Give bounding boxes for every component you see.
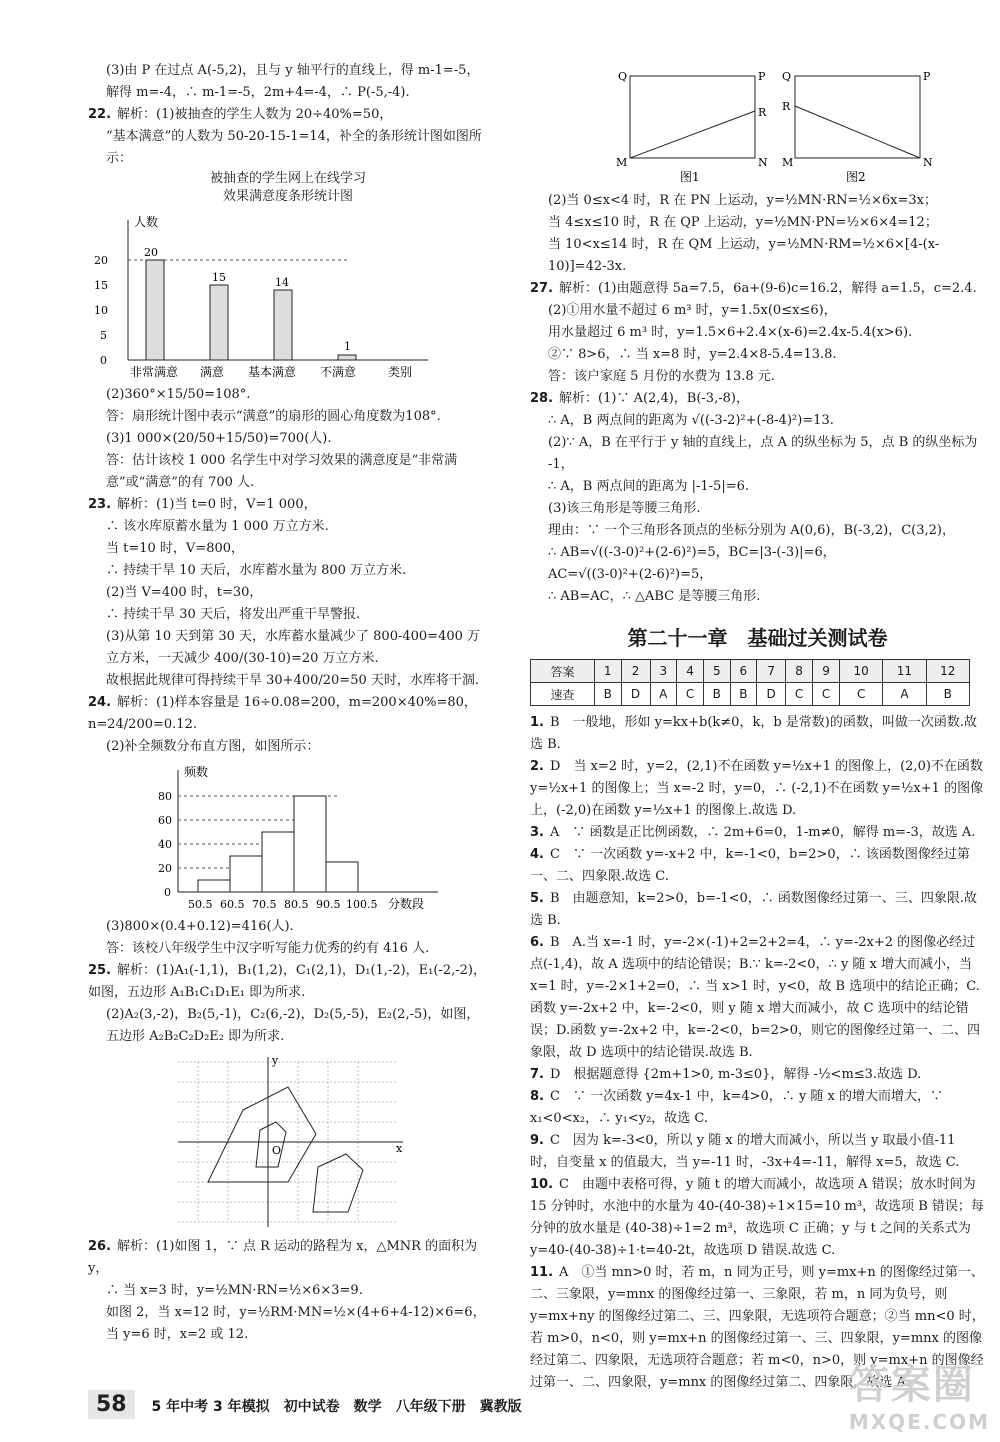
line-text: A ∵ 函数是正比例函数，∴ 2m+6=0，1-m≠0，解得 m=-3，故选 A. <box>549 825 976 840</box>
svg-text:Q: Q <box>618 70 628 83</box>
line-text: B A.当 x=-1 时，y=-2×(-1)+2=2+2=4，∴ y=-2x+2 的图像必经过点(-1,4)，故 A 选项中的结论错误；B.∵ k=-2<0，∴ y 随 x 增大而减小，当 x=1 时，y=-2×1+2=0，∴ 当 x>1 时，y<0，故 B 选项中的结论正确；C.函数 y=-2x+2 中，k=-2<0，则 y 随 x 增大而减小，故 C 选项中的结论错误；D.函数 y=-2x+2 中，k=-2<0，b=2>0，则它的图像经过第一、二、四象限，故 D 选项中的结论错误.故选 B. <box>530 935 980 1060</box>
hist-bar <box>326 862 358 892</box>
text-line <box>88 428 488 450</box>
answer-table <box>530 659 970 706</box>
pentagon-a2b2c2d2e2 <box>313 1154 363 1212</box>
line-text: (3)从第 10 天到第 30 天，水库蓄水量减少了 800-400=400 万立方米，一天减少 400/(30-10)=20 万立方米. <box>106 629 481 666</box>
text-line <box>530 586 985 608</box>
question-number: 25. <box>88 963 112 978</box>
svg-text:x: x <box>396 1142 403 1155</box>
left-text-block-4 <box>88 1236 488 1346</box>
bar-basic-satisfied <box>274 290 292 360</box>
line-text: “基本满意”的人数为 50-20-15-1=14，补全的条形统计图如图所示： <box>106 129 482 166</box>
pentagon-abcde <box>208 1087 316 1182</box>
text-line <box>88 692 488 736</box>
answer-cell: 8 <box>786 660 813 683</box>
svg-text:20: 20 <box>158 862 172 875</box>
line-text: C 由题中表格可得，y 随 t 的增大而减小，故选项 A 错误；放水时间为 15 分钟时，水池中的水量为 40-(40-38)÷1×15=10 m³，故选项 B 错误；每分钟的放水量是 (40-38)÷1=2 m³，故选项 C 正确；y 与 t 之间的关系式为 y=40-(40-38)÷1·t=40-2t，故选项 D 错误.故选 C. <box>530 1177 984 1258</box>
line-text: 答：该校八年级学生中汉字听写能力优秀的约有 416 人. <box>106 941 430 956</box>
bar-category: 满意 <box>200 365 225 379</box>
svg-text:100.5: 100.5 <box>346 898 378 911</box>
left-text-block-1 <box>88 60 488 170</box>
line-text: (3)1 000×(20/50+15/50)=700(人). <box>106 431 332 446</box>
svg-text:M: M <box>616 156 628 169</box>
text-line <box>530 888 985 932</box>
answer-cell: 7 <box>757 660 786 683</box>
figure2-label: 图2 <box>846 170 866 184</box>
line-text: (2)360°×15/50=108°. <box>106 387 251 402</box>
text-line <box>88 736 488 758</box>
text-line <box>88 82 488 104</box>
line-text: 解析：(1)∵ A(2,4)，B(-3,-8)， <box>559 391 749 406</box>
line-text: 当 t=10 时，V=800， <box>106 541 245 556</box>
svg-text:O: O <box>272 1144 282 1157</box>
bar-label: 14 <box>275 276 289 289</box>
line-text: 当 4≤x≤10 时，R 在 QP 上运动，y=½MN·PN=½×6×4=12； <box>548 215 938 230</box>
text-line <box>88 582 488 604</box>
line-text: (2)当 V=400 时，t=30， <box>106 585 263 600</box>
bar-chart-title-1: 被抽查的学生网上在线学习 <box>209 171 366 186</box>
answer-cell: C <box>813 683 840 706</box>
question-number: 6. <box>530 935 544 950</box>
line-text: 解析：(1)被抽查的学生人数为 20÷40%=50， <box>117 107 393 122</box>
text-line <box>88 406 488 428</box>
line-text: C ∵ 一次函数 y=-x+2 中，k=-1<0，b=2>0，∴ 该函数图像经过第一、二、四象限.故选 C. <box>530 847 970 884</box>
text-line <box>530 520 985 542</box>
answer-cell: C <box>840 683 883 706</box>
question-number: 2. <box>530 759 544 774</box>
svg-text:P: P <box>923 70 931 83</box>
text-line <box>530 432 985 476</box>
text-line <box>88 1324 488 1346</box>
answer-cell: B <box>730 683 757 706</box>
bar-y-label: 人数 <box>134 215 159 229</box>
text-line <box>530 278 985 300</box>
svg-text:Q: Q <box>782 70 792 83</box>
text-line <box>88 560 488 582</box>
line-text: C 因为 k=-3<0，所以 y 随 x 的增大而减小，所以当 y 取最小值-11 时，自变量 x 的值最大，当 y=-11 时，-3x+4=-11，解得 x=5，故选 C. <box>530 1133 960 1170</box>
svg-text:R: R <box>758 106 767 119</box>
text-line <box>88 384 488 406</box>
line-text: ∴ AB=√((-3-0)²+(2-6)²)=5，BC=|3-(-3)|=6， <box>548 545 836 560</box>
text-line <box>88 960 488 1004</box>
line-text: 理由：∵ 一个三角形各顶点的坐标分别为 A(0,6)，B(-3,2)，C(3,2)， <box>548 523 955 538</box>
text-line <box>88 126 488 170</box>
line-text: 解析：(1)样本容量是 16÷0.08=200，m=200×40%=80，n=24/200=0.12. <box>88 695 477 732</box>
answer-cell: 答案 <box>531 660 595 683</box>
text-line <box>88 916 488 938</box>
line-text: ∴ 持续干旱 30 天后，将发出严重干旱警报. <box>106 607 361 622</box>
question-number: 7. <box>530 1067 544 1082</box>
svg-text:R: R <box>782 100 791 113</box>
text-line <box>88 670 488 692</box>
svg-text:P: P <box>758 70 766 83</box>
answer-cell: 5 <box>704 660 731 683</box>
question-number: 22. <box>88 107 112 122</box>
text-line <box>88 104 488 126</box>
line-text: ∴ 当 x=3 时，y=½MN·RN=½×6×3=9. <box>106 1283 363 1298</box>
svg-text:70.5: 70.5 <box>252 898 277 911</box>
bar-chart <box>88 170 488 380</box>
line-text: 答：估计该校 1 000 名学生中对学习效果的满意度是“非常满意”或“满意”的有 700 人. <box>106 453 458 490</box>
line-text: B 由题意知，k=2>0，b=-1<0，∴ 函数图像经过第一、三、四象限.故选 B. <box>530 891 978 928</box>
watermark-main: 答案圈 <box>848 1362 975 1408</box>
question-number: 11. <box>530 1265 554 1280</box>
bar-unsatisfied <box>338 355 356 360</box>
answer-cell: D <box>757 683 786 706</box>
line-text: B 一般地，形如 y=kx+b(k≠0，k，b 是常数)的函数，叫做一次函数.故选 B. <box>530 715 977 752</box>
text-line <box>530 1086 985 1130</box>
question-number: 27. <box>530 281 554 296</box>
question-number: 9. <box>530 1133 544 1148</box>
svg-text:50.5: 50.5 <box>188 898 213 911</box>
question-number: 26. <box>88 1239 112 1254</box>
question-number: 24. <box>88 695 112 710</box>
svg-text:80.5: 80.5 <box>284 898 309 911</box>
line-text: 如图 2，当 x=12 时，y=½RM·MN=½×(4+6+4-12)×6=6， <box>106 1305 486 1320</box>
hist-bar <box>294 796 326 892</box>
line-text: D 根据题意得 {2m+1>0, m-3≤0}，解得 -½<m≤3.故选 D. <box>549 1067 922 1082</box>
line-text: (3)该三角形是等腰三角形. <box>548 501 701 516</box>
page-footer <box>88 1392 522 1417</box>
text-line <box>530 234 985 278</box>
text-line <box>530 756 985 822</box>
answer-cell: B <box>704 683 731 706</box>
text-line <box>88 494 488 516</box>
answer-cell: D <box>621 683 650 706</box>
footer-text: 5 年中考 3 年模拟 初中试卷 数学 八年级下册 冀教版 <box>151 1399 522 1415</box>
text-line <box>88 1302 488 1324</box>
line-text: 答：该户家庭 5 月份的水费为 13.8 元. <box>548 369 775 384</box>
text-line <box>530 322 985 344</box>
line-text: (2)A₂(3,-2)，B₂(5,-1)，C₂(6,-2)，D₂(5,-5)，E₂(2,-5)，如图，五边形 A₂B₂C₂D₂E₂ 即为所求. <box>106 1007 480 1044</box>
answer-cell: C <box>786 683 813 706</box>
line-text: 答：扇形统计图中表示“满意”的扇形的圆心角度数为108°. <box>106 409 441 424</box>
question-number: 3. <box>530 825 544 840</box>
text-line <box>530 498 985 520</box>
line-text: D 当 x=2 时，y=2，(2,1)不在函数 y=½x+1 的图像上，(2,0)不在函数 y=½x+1 的图像上；当 x=-2 时，y=0，∴ (-2,1)不在函数 y=½x+1 的图像上，(-2,0)在函数 y=½x+1 的图像上.故选 D. <box>530 759 984 818</box>
svg-text:90.5: 90.5 <box>316 898 341 911</box>
text-line <box>88 938 488 960</box>
text-line <box>530 212 985 234</box>
figure1-rect <box>630 76 755 158</box>
text-line <box>530 344 985 366</box>
text-line <box>88 1236 488 1280</box>
hist-bar <box>262 832 294 892</box>
text-line <box>88 538 488 560</box>
question-number: 23. <box>88 497 112 512</box>
bar-chart-svg <box>88 210 448 380</box>
figure1-label: 图1 <box>680 170 700 184</box>
line-text: 解析：(1)由题意得 5a=7.5，6a+(9-6)c=16.2，解得 a=1.5，c=2.4. <box>559 281 977 296</box>
line-text: (2)①用水量不超过 6 m³ 时，y=1.5x(0≤x≤6)， <box>548 303 837 318</box>
line-text: ②∵ 8>6，∴ 当 x=8 时，y=2.4×8-5.4=13.8. <box>548 347 837 362</box>
coordinate-grid-svg <box>168 1052 408 1232</box>
bar-y-tick: 5 <box>100 329 107 342</box>
line-text: 解析：(1)A₁(-1,1)，B₁(1,2)，C₁(2,1)，D₁(1,-2)，E₁(-2,-2)，如图，五边形 A₁B₁C₁D₁E₁ 即为所求. <box>88 963 486 1000</box>
text-line <box>88 604 488 626</box>
text-line <box>530 712 985 756</box>
answer-cell: 12 <box>926 660 969 683</box>
question-number: 8. <box>530 1089 544 1104</box>
line-text: 解析：(1)如图 1，∵ 点 R 运动的路程为 x，△MNR 的面积为 y， <box>88 1239 478 1276</box>
bar-category: 基本满意 <box>248 365 297 379</box>
bar-category: 不满意 <box>320 365 357 379</box>
question-number: 28. <box>530 391 554 406</box>
svg-text:y: y <box>272 1054 279 1067</box>
bar-x-label: 类别 <box>388 365 413 379</box>
line-text: C ∵ 一次函数 y=4x-1 中，k=4>0，∴ y 随 x 的增大而增大，∵ x₁<0<x₂，∴ y₁<y₂，故选 C. <box>530 1089 944 1126</box>
svg-text:40: 40 <box>158 838 172 851</box>
text-line <box>530 564 985 586</box>
answer-cell: B <box>594 683 621 706</box>
page-number: 58 <box>88 1390 135 1419</box>
answer-cell: 1 <box>594 660 621 683</box>
line-text: ∴ AB=AC，∴ △ABC 是等腰三角形. <box>548 589 761 604</box>
left-column <box>88 60 488 1346</box>
text-line <box>88 60 488 82</box>
text-line <box>530 366 985 388</box>
answer-cell: 9 <box>813 660 840 683</box>
svg-text:60.5: 60.5 <box>220 898 245 911</box>
line-text: 当 10<x≤14 时，R 在 QM 上运动，y=½MN·RM=½×6×[4-(x-10)]=42-3x. <box>548 237 940 274</box>
pentagon-a1b1c1d1e1 <box>256 1122 286 1167</box>
line-text: ∴ 持续干旱 10 天后，水库蓄水量为 800 万立方米. <box>106 563 407 578</box>
line-text: ∴ 该水库原蓄水量为 1 000 万立方米. <box>106 519 329 534</box>
answer-cell: A <box>650 683 677 706</box>
answer-cell: B <box>926 683 969 706</box>
text-line <box>88 626 488 670</box>
left-text-block-2 <box>88 384 488 758</box>
answer-cell: 3 <box>650 660 677 683</box>
bar-label: 20 <box>144 246 158 259</box>
text-line <box>88 1280 488 1302</box>
text-line <box>530 1064 985 1086</box>
answer-cell: 速查 <box>531 683 595 706</box>
answer-explanations <box>530 712 985 1394</box>
bar-label: 15 <box>212 271 226 284</box>
answer-cell: A <box>883 683 926 706</box>
line-text: (2)当 0≤x<4 时，R 在 PN 上运动，y=½MN·RN=½×6x=3x； <box>548 193 937 208</box>
line-text: AC=√((3-0)²+(2-6)²)=5， <box>548 567 713 582</box>
line-text: ∴ A，B 两点间的距离为 √((-3-2)²+(-8-4)²)=13. <box>548 413 834 428</box>
bar-y-tick: 0 <box>100 354 107 367</box>
text-line <box>88 450 488 494</box>
line-text: (3)由 P 在过点 A(-5,2)，且与 y 轴平行的直线上，得 m-1=-5， <box>106 63 480 78</box>
hist-bar <box>198 880 230 892</box>
text-line <box>530 932 985 1064</box>
line-text: (2)∵ A，B 在平行于 y 轴的直线上，点 A 的纵坐标为 5，点 B 的纵坐标为 -1， <box>548 435 978 472</box>
answer-cell: 6 <box>730 660 757 683</box>
bar-satisfied <box>210 285 228 360</box>
line-text: (3)800×(0.4+0.12)=416(人). <box>106 919 294 934</box>
text-line <box>530 388 985 410</box>
answer-cell: 2 <box>621 660 650 683</box>
question-number: 10. <box>530 1177 554 1192</box>
question-number: 4. <box>530 847 544 862</box>
chapter-title: 第二十一章 基础过关测试卷 <box>627 626 888 650</box>
text-line <box>530 476 985 498</box>
bar-chart-title-2: 效果满意度条形统计图 <box>222 189 353 204</box>
text-line <box>530 1130 985 1174</box>
histogram-svg <box>138 762 458 912</box>
svg-text:N: N <box>758 156 768 169</box>
svg-text:M: M <box>782 156 794 169</box>
bar-category: 非常满意 <box>130 365 179 379</box>
bar-very-satisfied <box>146 260 164 360</box>
svg-text:N: N <box>923 156 933 169</box>
answer-cell: 11 <box>883 660 926 683</box>
line-text: 解析：(1)当 t=0 时，V=1 000， <box>117 497 317 512</box>
text-line <box>530 410 985 432</box>
text-line <box>530 190 985 212</box>
figure2-rect <box>795 76 920 158</box>
line-text: 故根据此规律可得持续干旱 30+400/20=50 天时，水库将干涸. <box>106 673 480 688</box>
line-text: 用水量超过 6 m³ 时，y=1.5×6+2.4×(x-6)=2.4x-5.4(x>6). <box>548 325 913 340</box>
answer-cell: 4 <box>677 660 704 683</box>
line-text: 解得 m=-4，∴ m-1=-5，2m+4=-4，∴ P(-5,-4). <box>106 85 410 100</box>
bar-y-tick: 15 <box>94 279 108 292</box>
bar-label: 1 <box>344 340 351 353</box>
left-text-block-3 <box>88 916 488 1048</box>
hist-y-label: 频数 <box>184 765 209 779</box>
right-text-block <box>530 190 985 608</box>
right-column <box>530 66 985 1394</box>
answer-cell: 10 <box>840 660 883 683</box>
line-text: (2)补全频数分布直方图，如图所示： <box>106 739 320 754</box>
text-line <box>530 1174 985 1262</box>
text-line <box>530 822 985 844</box>
text-line <box>88 1004 488 1048</box>
hist-bar <box>230 856 262 892</box>
text-line <box>530 844 985 888</box>
rectangle-figures-svg <box>610 66 970 186</box>
watermark-logo <box>849 1353 990 1434</box>
question-number: 5. <box>530 891 544 906</box>
line-text: A ①当 mn>0 时，若 m，n 同为正号，则 y=mx+n 的图像经过第一、二、三象限，y=mnx 的图像经过第一、三象限，若 m，n 同为负号，则 y=mx+ny 的图像经过第二、三、四象限，无选项符合题意；②当 mn<0 时，若 m>0，n<0，则 y=mx+n 的图像经过第一、三、四象限，y=mnx 的图像经过第二、四象限，无选项符合题意；若 m<0，n>0，则 y=mx+n 的图像经过第一、二、四象限，y=mnx 的图像经过第二、四象限，故选 A. <box>530 1265 985 1390</box>
text-line <box>88 516 488 538</box>
answer-cell: C <box>677 683 704 706</box>
svg-text:0: 0 <box>164 886 171 899</box>
svg-text:80: 80 <box>158 790 172 803</box>
hist-x-label: 分数段 <box>388 897 425 911</box>
question-number: 1. <box>530 715 544 730</box>
text-line <box>530 542 985 564</box>
bar-y-tick: 20 <box>94 254 108 267</box>
bar-y-tick: 10 <box>94 304 108 317</box>
watermark-sub: MXQE.COM <box>848 1410 990 1434</box>
svg-text:60: 60 <box>158 814 172 827</box>
line-text: 当 y=6 时，x=2 或 12. <box>106 1327 249 1342</box>
line-text: ∴ A，B 两点间的距离为 |-1-5|=6. <box>548 479 749 494</box>
text-line <box>530 300 985 322</box>
